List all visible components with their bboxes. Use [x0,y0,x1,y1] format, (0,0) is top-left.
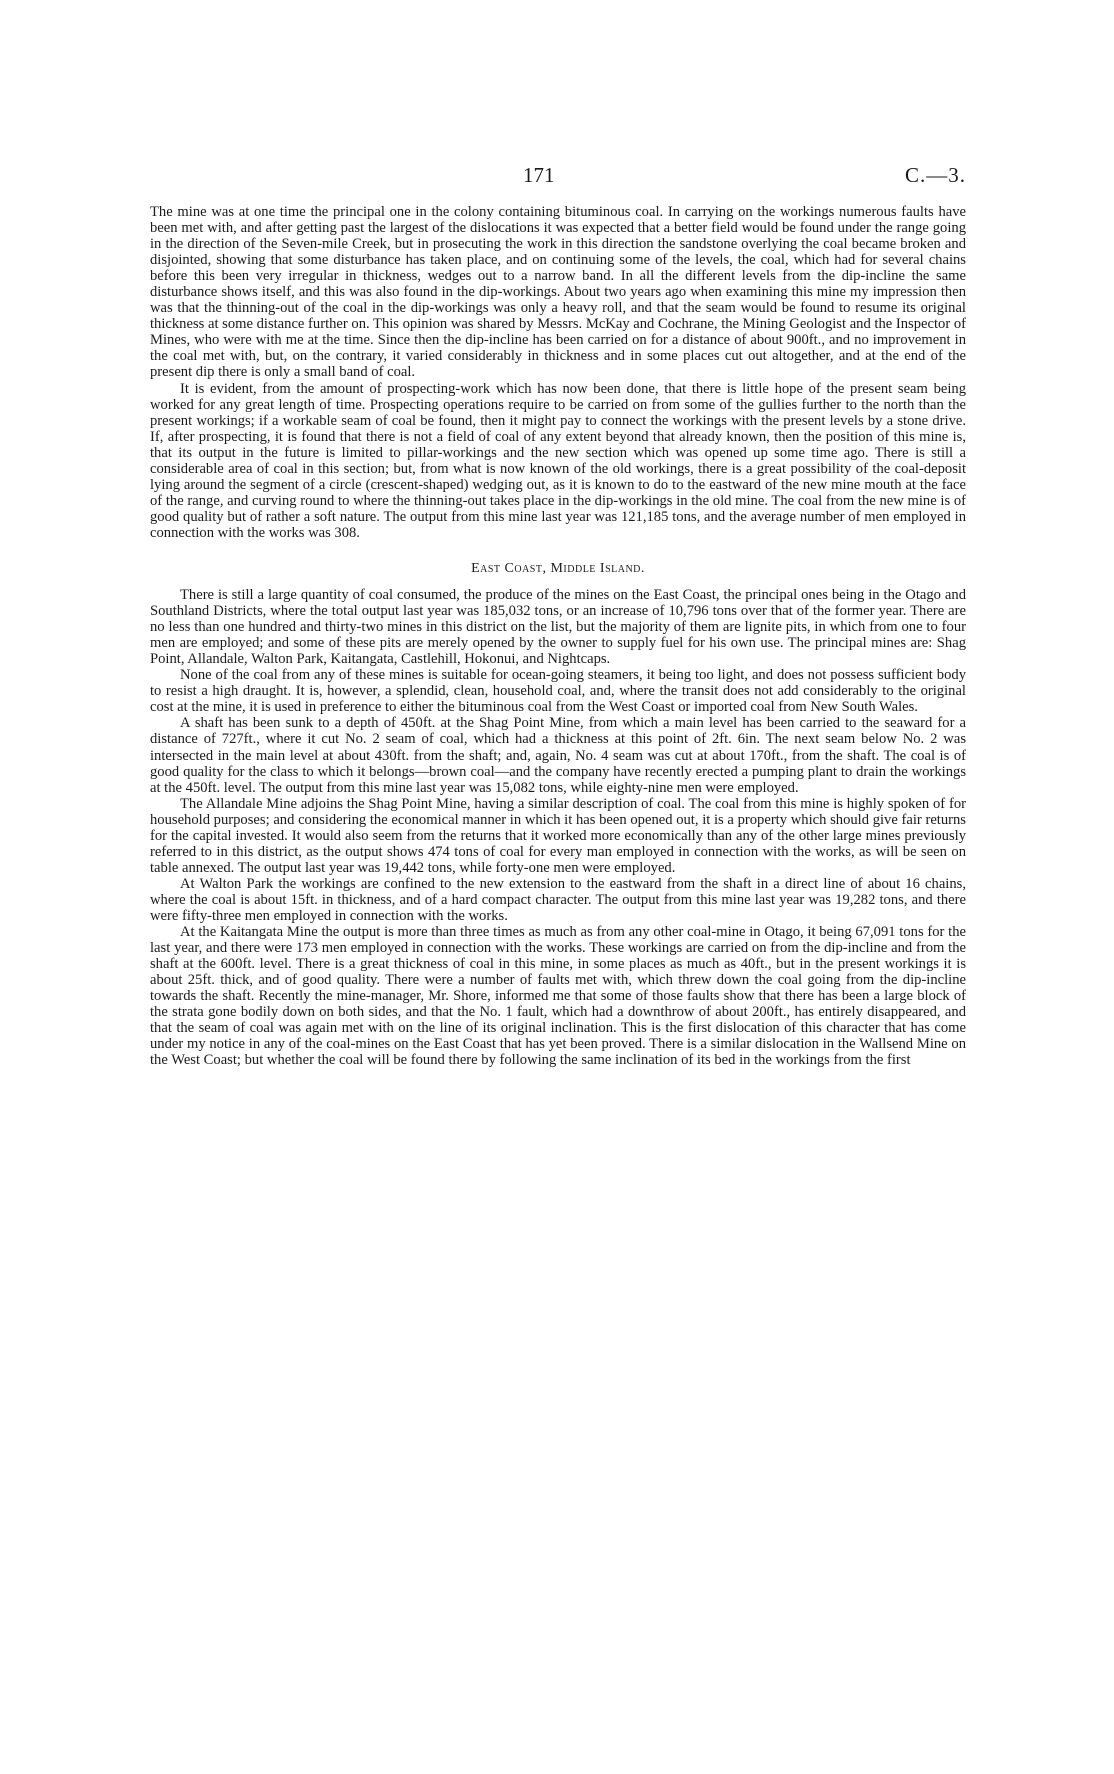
paragraph: The mine was at one time the principal one in the colony containing bituminous coal. In carrying on the workings numerous faults have been met with, and after getting past the largest of the dislocations it was expected that a better field would be found under the range going in the direction of the Seven-mile Creek, but in prosecuting the work in this direction the sandstone overlying the coal became broken and disjointed, showing that some disturbance has taken place, and on continuing some of the levels, the coal, which had for several chains before this been very irregular in thickness, wedges out to a narrow band. In all the different levels from the dip-incline the same disturbance shows itself, and this was also found in the dip-workings. About two years ago when examining this mine my impression then was that the thinning-out of the coal in the dip-workings was only a heavy roll, and that the seam would be found to resume its original thickness at some distance further on. This opinion was shared by Messrs. McKay and Cochrane, the Mining Geologist and the Inspector of Mines, who were with me at the time. Since then the dip-incline has been carried on for a distance of about 900ft., and no improvement in the coal met with, but, on the contrary, it varied considerably in thickness and in some places cut out altogether, and at the end of the present dip there is only a small band of coal. [150,204,966,381]
paragraph: At the Kaitangata Mine the output is more than three times as much as from any other coal-mine in Otago, it being 67,091 tons for the last year, and there were 173 men employed in connection with the works. These workings are carried on from the dip-incline and from the shaft at the 600ft. level. There is a great thickness of coal in this mine, in some places as much as 40ft., but in the present workings it is about 25ft. thick, and of good quality. There were a number of faults met with, which threw down the coal going from the dip-incline towards the shaft. Recently the mine-manager, Mr. Shore, informed me that some of those faults show that there has been a large block of the strata gone bodily down on both sides, and that the No. 1 fault, which had a downthrow of about 200ft., has entirely disappeared, and that the seam of coal was again met with on the line of its original inclination. This is the first dislocation of this character that has come under my notice in any of the coal-mines on the East Coast that has yet been proved. There is a similar dislocation in the Wallsend Mine on the West Coast; but whether the coal will be found there by following the same inclination of its bed in the workings from the first [150,924,966,1069]
page-number: 171 [523,163,555,187]
page-header [150,163,966,193]
document-reference: C.—3. [904,163,966,187]
paragraph: A shaft has been sunk to a depth of 450ft. at the Shag Point Mine, from which a main level has been carried to the seaward for a distance of 727ft., where it cut No. 2 seam of coal, which had a thickness at this point of 2ft. 6in. The next seam below No. 2 was intersected in the main level at about 430ft. from the shaft; and, again, No. 4 seam was cut at about 170ft., from the shaft. The coal is of good quality for the class to which it belongs—brown coal—and the company have recently erected a pumping plant to drain the workings at the 450ft. level. The output from this mine last year was 15,082 tons, while eighty-nine men were employed. [150,715,966,796]
paragraph: None of the coal from any of these mines is suitable for ocean-going steamers, it being too light, and does not possess sufficient body to resist a high draught. It is, however, a splendid, clean, household coal, and, where the transit does not add considerably to the original cost at the mine, it is used in preference to either the bituminous coal from the West Coast or imported coal from New South Wales. [150,667,966,716]
paragraph: It is evident, from the amount of prospecting-work which has now been done, that there is little hope of the present seam being worked for any great length of time. Prospecting operations require to be carried on from some of the gullies further to the north than the present workings; if a workable seam of coal be found, then it might pay to connect the workings with the present levels by a stone drive. If, after prospecting, it is found that there is not a field of coal of any extent beyond that already known, then the position of this mine is, that its output in the future is limited to pillar-workings and the new section which was opened up some time ago. There is still a considerable area of coal in this section; but, from what is now known of the old workings, there is a great possibility of the coal-deposit lying around the segment of a circle (crescent-shaped) wedging out, as it is known to do to the eastward of the new mine mouth at the face of the range, and curving round to where the thinning-out takes place in the dip-workings in the old mine. The coal from the new mine is of good quality but of rather a soft nature. The output from this mine last year was 121,185 tons, and the average number of men employed in connection with the works was 308. [150,380,966,541]
paragraph: At Walton Park the workings are confined to the new extension to the eastward from the shaft in a direct line of about 16 chains, where the coal is about 15ft. in thickness, and of a hard compact character. The output from this mine last year was 19,282 tons, and there were fifty-three men employed in connection with the works. [150,875,966,924]
body-text [150,204,966,1068]
section-heading: East Coast, Middle Island. [471,560,645,576]
paragraph: The Allandale Mine adjoins the Shag Point Mine, having a similar description of coal. The coal from this mine is highly spoken of for household purposes; and considering the economical manner in which it has been opened out, it is a property which should give fair returns for the capital invested. It would also seem from the returns that it worked more economically than any of the other large mines previously referred to in this district, as the output shows 474 tons of coal for every man employed in connection with the works, as will be seen on table annexed. The output last year was 19,442 tons, while forty-one men were employed. [150,795,966,876]
paragraph: There is still a large quantity of coal consumed, the produce of the mines on the East Coast, the principal ones being in the Otago and Southland Districts, where the total output last year was 185,032 tons, or an increase of 10,796 tons over that of the former year. There are no less than one hundred and thirty-two mines in this district on the list, but the majority of them are lignite pits, in which from one to four men are employed; and some of these pits are merely opened by the owner to supply fuel for his own use. The principal mines are: Shag Point, Allandale, Walton Park, Kaitangata, Castlehill, Hokonui, and Nightcaps. [150,587,966,668]
